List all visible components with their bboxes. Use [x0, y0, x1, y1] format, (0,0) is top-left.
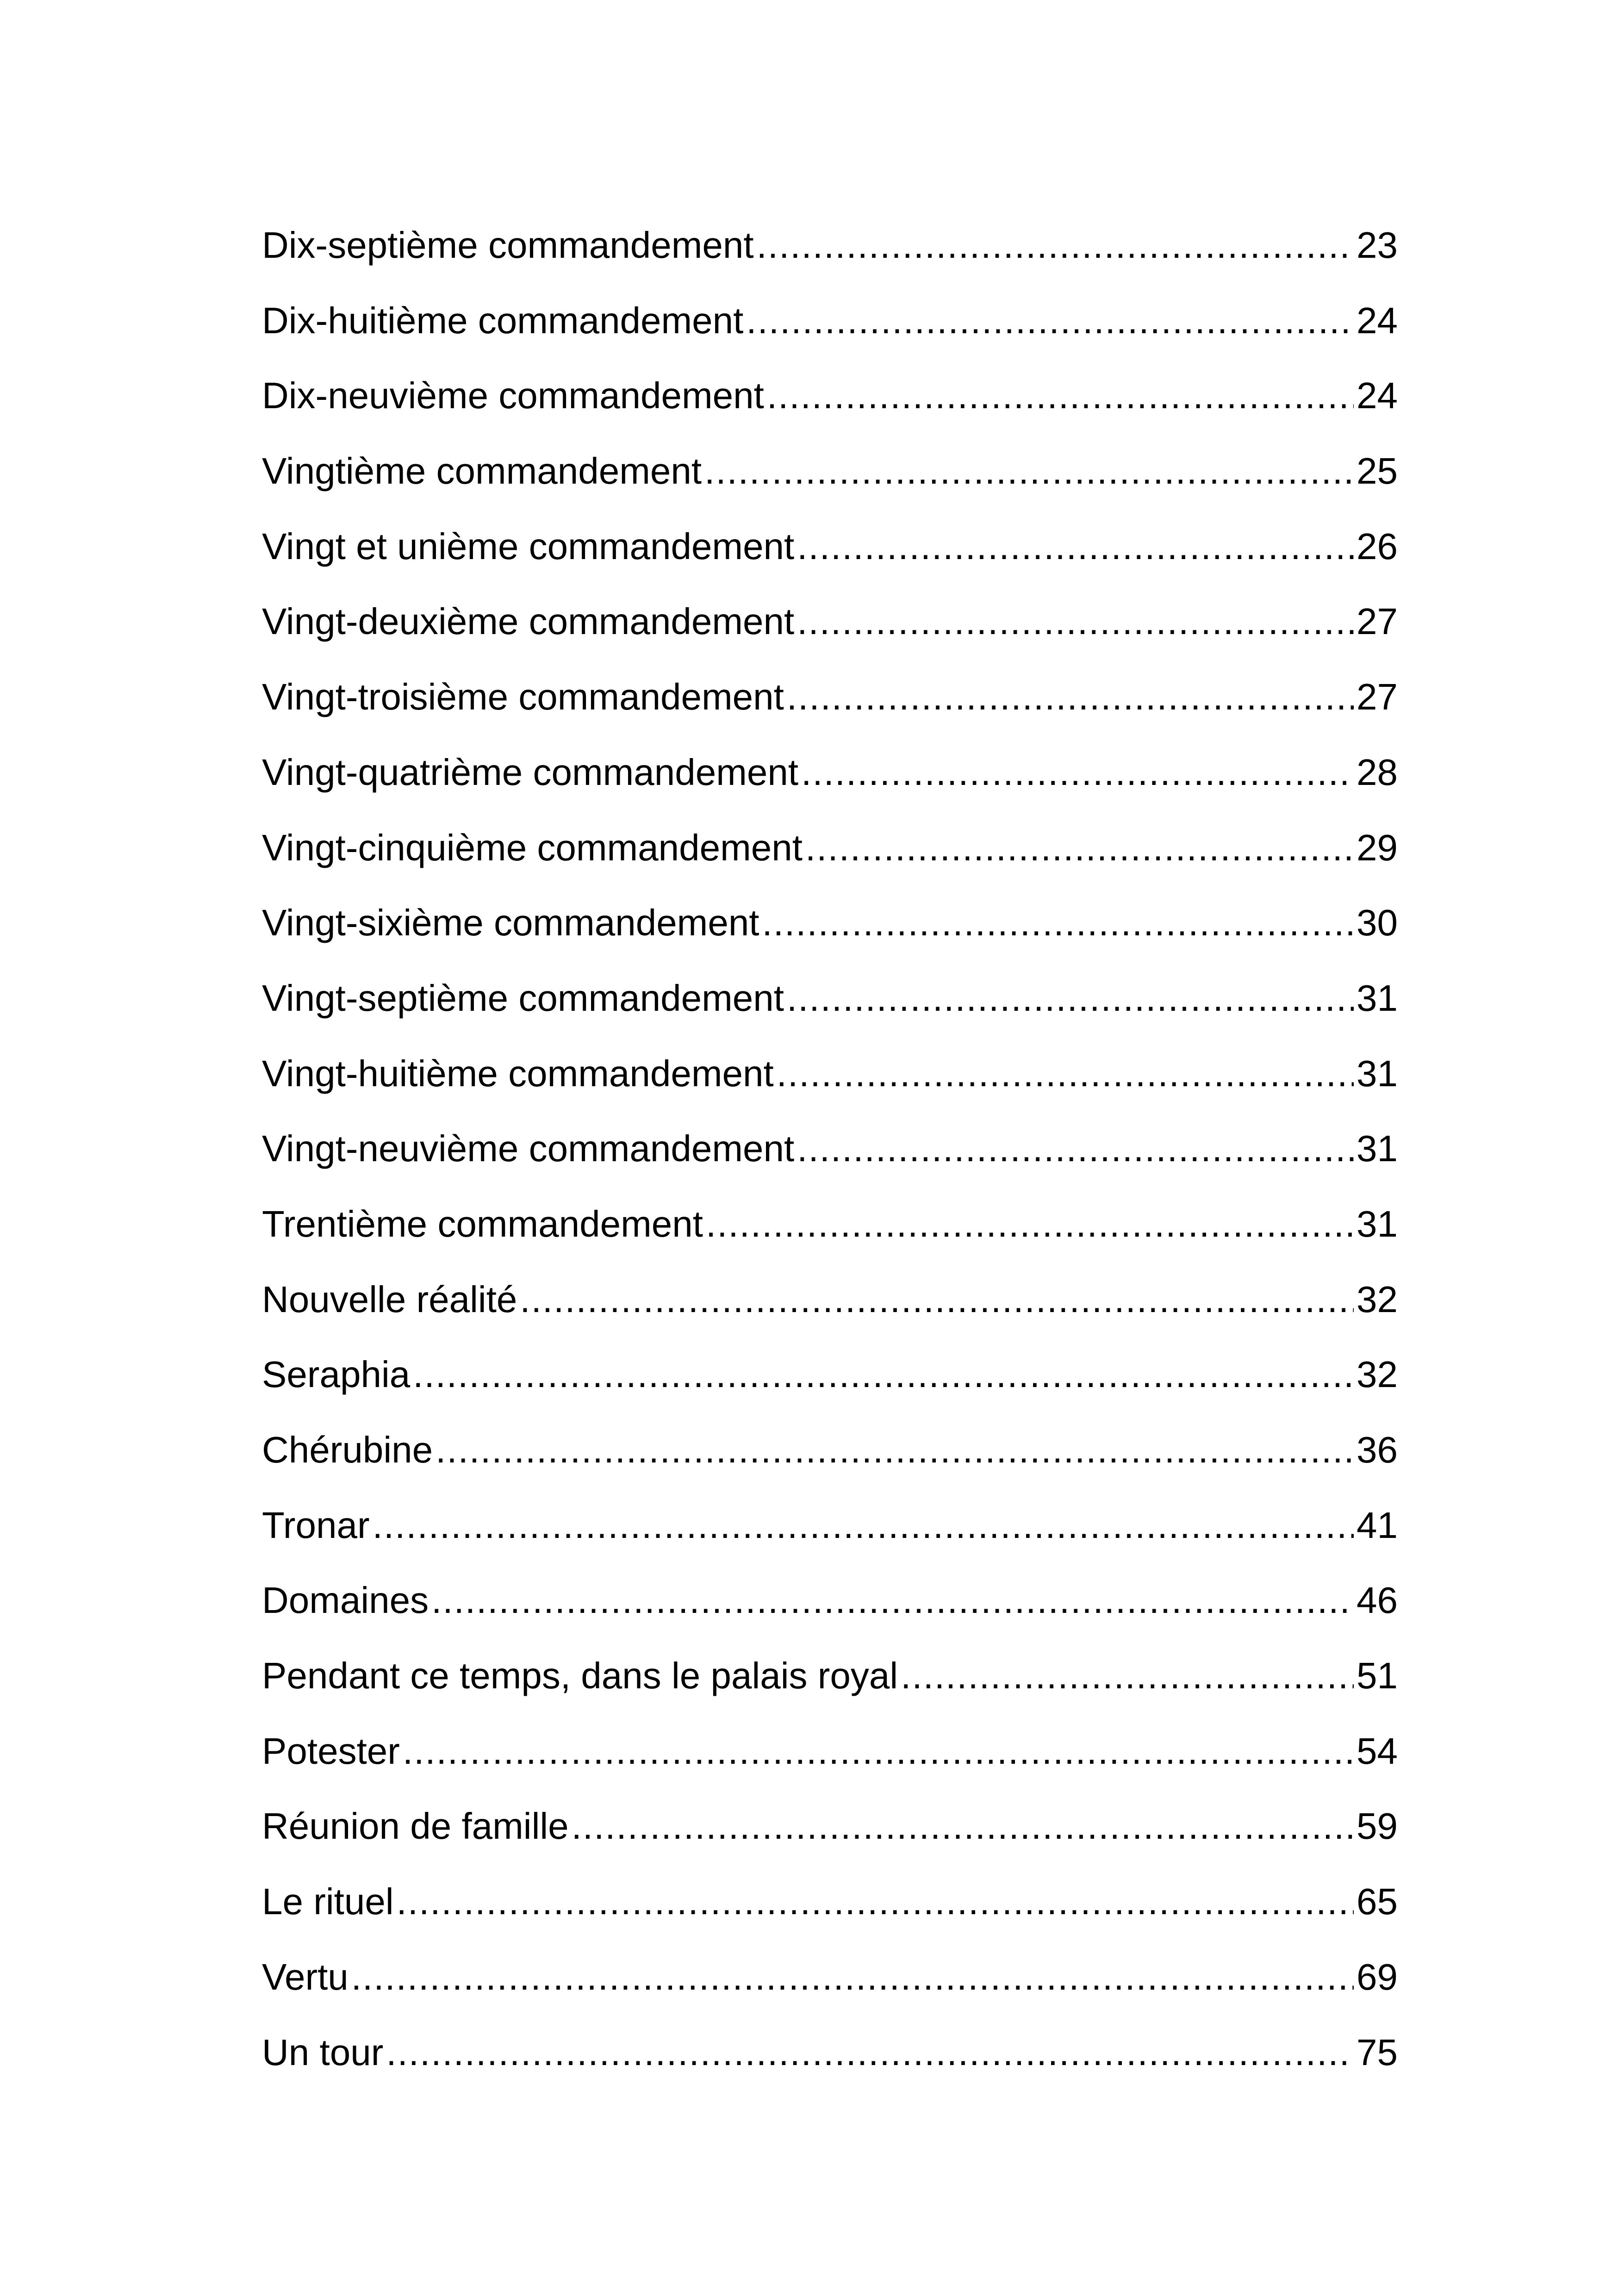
toc-page-number: 30	[1357, 902, 1398, 944]
toc-page-number: 51	[1357, 1655, 1398, 1697]
toc-entry	[262, 890, 1398, 966]
toc-entry-title: Vingt-cinquième commandement	[262, 827, 803, 868]
toc-entry	[262, 1568, 1398, 1643]
toc-page-number: 27	[1357, 676, 1398, 718]
table-of-contents	[262, 213, 1398, 2095]
toc-entry	[262, 213, 1398, 288]
toc-dot-leader	[746, 288, 1354, 353]
toc-page-number: 24	[1357, 299, 1398, 341]
toc-entry	[262, 1869, 1398, 1945]
toc-entry-title: Nouvelle réalité	[262, 1278, 517, 1320]
toc-entry-title: Vingt-deuxième commandement	[262, 601, 795, 642]
toc-entry	[262, 1794, 1398, 1869]
toc-entry	[262, 1116, 1398, 1192]
toc-entry	[262, 1945, 1398, 2020]
toc-page-number: 31	[1357, 1128, 1398, 1170]
toc-entry-title: Chérubine	[262, 1429, 433, 1470]
toc-page-number: 54	[1357, 1730, 1398, 1772]
toc-entry-title: Trentième commandement	[262, 1203, 703, 1244]
toc-entry	[262, 288, 1398, 364]
toc-entry-title: Le rituel	[262, 1881, 394, 1923]
toc-dot-leader	[351, 1945, 1354, 2010]
toc-entry	[262, 740, 1398, 815]
toc-entry	[262, 363, 1398, 439]
toc-entry	[262, 1267, 1398, 1343]
toc-page-number: 36	[1357, 1429, 1398, 1470]
toc-entry-title: Vingt-quatrième commandement	[262, 751, 799, 793]
toc-page-number: 41	[1357, 1504, 1398, 1546]
toc-dot-leader	[403, 1719, 1354, 1784]
toc-dot-leader	[706, 1192, 1354, 1257]
toc-entry-title: Dix-huitième commandement	[262, 299, 744, 341]
toc-entry	[262, 1192, 1398, 1267]
toc-entry	[262, 1041, 1398, 1117]
toc-entry	[262, 1418, 1398, 1493]
toc-page-number: 75	[1357, 2031, 1398, 2073]
toc-entry-title: Dix-septième commandement	[262, 224, 754, 266]
toc-dot-leader	[397, 1869, 1354, 1934]
toc-entry-title: Vingt-septième commandement	[262, 977, 784, 1019]
toc-entry	[262, 2020, 1398, 2096]
toc-entry-title: Vingt-troisième commandement	[262, 676, 784, 718]
toc-entry-title: Seraphia	[262, 1354, 411, 1395]
toc-entry-title: Dix-neuvième commandement	[262, 375, 764, 417]
toc-dot-leader	[787, 966, 1354, 1031]
toc-dot-leader	[797, 1116, 1354, 1181]
toc-page-number: 25	[1357, 450, 1398, 492]
toc-dot-leader	[386, 2020, 1354, 2085]
toc-entry-title: Potester	[262, 1730, 400, 1772]
toc-page-number: 32	[1357, 1354, 1398, 1395]
toc-page-number: 26	[1357, 525, 1398, 567]
toc-entry	[262, 815, 1398, 891]
toc-page-number: 32	[1357, 1278, 1398, 1320]
toc-dot-leader	[704, 439, 1354, 504]
toc-dot-leader	[373, 1493, 1354, 1558]
toc-dot-leader	[901, 1643, 1354, 1708]
toc-dot-leader	[805, 815, 1354, 880]
toc-entry-title: Réunion de famille	[262, 1805, 569, 1847]
toc-dot-leader	[797, 589, 1354, 654]
toc-entry-title: Vertu	[262, 1956, 348, 1997]
toc-entry	[262, 966, 1398, 1041]
toc-entry-title: Vingt-huitième commandement	[262, 1052, 774, 1094]
toc-entry-title: Vingt et unième commandement	[262, 525, 795, 567]
toc-entry-title: Vingtième commandement	[262, 450, 702, 492]
toc-dot-leader	[801, 740, 1354, 805]
toc-entry-title: Un tour	[262, 2031, 384, 2073]
toc-dot-leader	[757, 213, 1354, 278]
toc-page-number: 31	[1357, 1203, 1398, 1244]
toc-dot-leader	[797, 514, 1354, 579]
toc-page-number: 31	[1357, 1052, 1398, 1094]
toc-dot-leader	[436, 1418, 1354, 1482]
toc-entry	[262, 1493, 1398, 1568]
toc-dot-leader	[777, 1041, 1354, 1106]
toc-page-number: 31	[1357, 977, 1398, 1019]
toc-entry-title: Pendant ce temps, dans le palais royal	[262, 1655, 898, 1697]
toc-page-number: 27	[1357, 601, 1398, 642]
toc-page-number: 59	[1357, 1805, 1398, 1847]
toc-dot-leader	[520, 1267, 1354, 1332]
toc-entry-title: Vingt-neuvième commandement	[262, 1128, 795, 1170]
toc-entry	[262, 514, 1398, 590]
toc-page-number: 65	[1357, 1881, 1398, 1923]
toc-entry-title: Tronar	[262, 1504, 370, 1546]
toc-dot-leader	[762, 890, 1354, 955]
toc-dot-leader	[413, 1342, 1354, 1407]
toc-entry	[262, 1719, 1398, 1794]
toc-page-number: 23	[1357, 224, 1398, 266]
toc-dot-leader	[572, 1794, 1354, 1859]
toc-page-number: 28	[1357, 751, 1398, 793]
toc-page-number: 46	[1357, 1580, 1398, 1621]
toc-entry	[262, 589, 1398, 665]
toc-page-number: 24	[1357, 375, 1398, 417]
toc-dot-leader	[767, 363, 1354, 428]
toc-entry	[262, 1342, 1398, 1418]
toc-dot-leader	[431, 1568, 1354, 1633]
toc-entry	[262, 1643, 1398, 1719]
toc-page-number: 29	[1357, 827, 1398, 868]
toc-entry	[262, 665, 1398, 740]
toc-entry-title: Domaines	[262, 1580, 429, 1621]
toc-dot-leader	[787, 665, 1354, 729]
toc-entry-title: Vingt-sixième commandement	[262, 902, 759, 944]
toc-page-number: 69	[1357, 1956, 1398, 1997]
toc-entry	[262, 439, 1398, 514]
